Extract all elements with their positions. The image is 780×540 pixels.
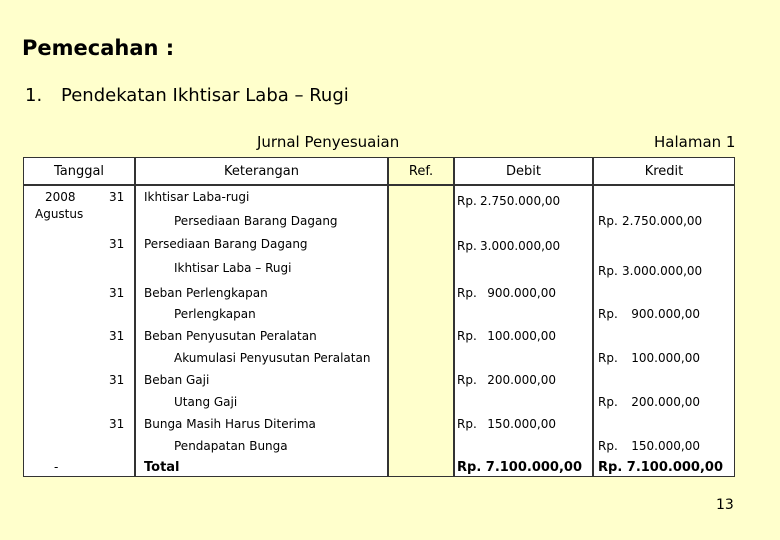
debit-currency: Rp. xyxy=(457,239,477,253)
entry-day: 31 xyxy=(109,237,125,251)
header-debit: Debit xyxy=(454,157,593,185)
entry-credit-account: Perlengkapan xyxy=(174,307,256,321)
entry-debit-account: Bunga Masih Harus Diterima xyxy=(144,417,316,431)
entry-debit-account: Ikhtisar Laba-rugi xyxy=(144,190,250,204)
entry-debit-amount: 100.000,00 xyxy=(487,329,556,343)
total-credit: Rp. 7.100.000,00 xyxy=(598,460,724,475)
journal-title: Jurnal Penyesuaian xyxy=(257,133,400,151)
debit-currency: Rp. xyxy=(457,417,477,431)
entry-credit-account: Ikhtisar Laba – Rugi xyxy=(174,261,292,275)
total-debit: Rp. 7.100.000,00 xyxy=(457,460,583,475)
credit-currency: Rp. xyxy=(598,214,618,228)
page-title: Pemecahan : xyxy=(22,36,175,60)
credit-currency: Rp. xyxy=(598,264,618,278)
entry-credit-amount: 150.000,00 xyxy=(631,439,700,453)
header-date: Tanggal xyxy=(23,157,135,185)
debit-currency: Rp. xyxy=(457,194,477,208)
entry-debit-account: Beban Gaji xyxy=(144,373,210,387)
entry-debit-amount: 3.000.000,00 xyxy=(480,239,561,253)
entry-debit-amount: 2.750.000,00 xyxy=(480,194,561,208)
header-credit: Kredit xyxy=(593,157,735,185)
credit-currency: Rp. xyxy=(598,395,618,409)
total-date: - xyxy=(54,460,59,474)
entry-day: 31 xyxy=(109,190,125,204)
entry-day: 31 xyxy=(109,373,125,387)
entry-credit-amount: 2.750.000,00 xyxy=(622,214,703,228)
entry-debit-account: Beban Perlengkapan xyxy=(144,286,268,300)
debit-currency: Rp. xyxy=(457,329,477,343)
debit-currency: Rp. xyxy=(457,373,477,387)
header-ref: Ref. xyxy=(388,157,454,185)
entry-credit-amount: 900.000,00 xyxy=(631,307,700,321)
point-number: 1. xyxy=(25,85,43,106)
header-description: Keterangan xyxy=(135,157,388,185)
date-year: 2008 xyxy=(45,190,76,204)
ref-column xyxy=(388,185,454,477)
total-label: Total xyxy=(144,460,180,475)
entry-debit-amount: 200.000,00 xyxy=(487,373,556,387)
point-text: Pendekatan Ikhtisar Laba – Rugi xyxy=(61,85,349,106)
entry-debit-amount: 150.000,00 xyxy=(487,417,556,431)
entry-credit-account: Akumulasi Penyusutan Peralatan xyxy=(174,351,371,365)
entry-day: 31 xyxy=(109,417,125,431)
entry-credit-amount: 100.000,00 xyxy=(631,351,700,365)
date-month: Agustus xyxy=(35,207,84,221)
entry-debit-account: Persediaan Barang Dagang xyxy=(144,237,308,251)
entry-credit-amount: 200.000,00 xyxy=(631,395,700,409)
entry-debit-amount: 900.000,00 xyxy=(487,286,556,300)
entry-day: 31 xyxy=(109,329,125,343)
entry-day: 31 xyxy=(109,286,125,300)
journal-page-label: Halaman 1 xyxy=(654,133,736,151)
entry-credit-account: Utang Gaji xyxy=(174,395,238,409)
credit-column xyxy=(593,185,735,477)
entry-credit-amount: 3.000.000,00 xyxy=(622,264,703,278)
credit-currency: Rp. xyxy=(598,439,618,453)
debit-currency: Rp. xyxy=(457,286,477,300)
credit-currency: Rp. xyxy=(598,351,618,365)
credit-currency: Rp. xyxy=(598,307,618,321)
slide-number: 13 xyxy=(716,497,734,513)
entry-debit-account: Beban Penyusutan Peralatan xyxy=(144,329,317,343)
entry-credit-account: Persediaan Barang Dagang xyxy=(174,214,338,228)
entry-credit-account: Pendapatan Bunga xyxy=(174,439,288,453)
